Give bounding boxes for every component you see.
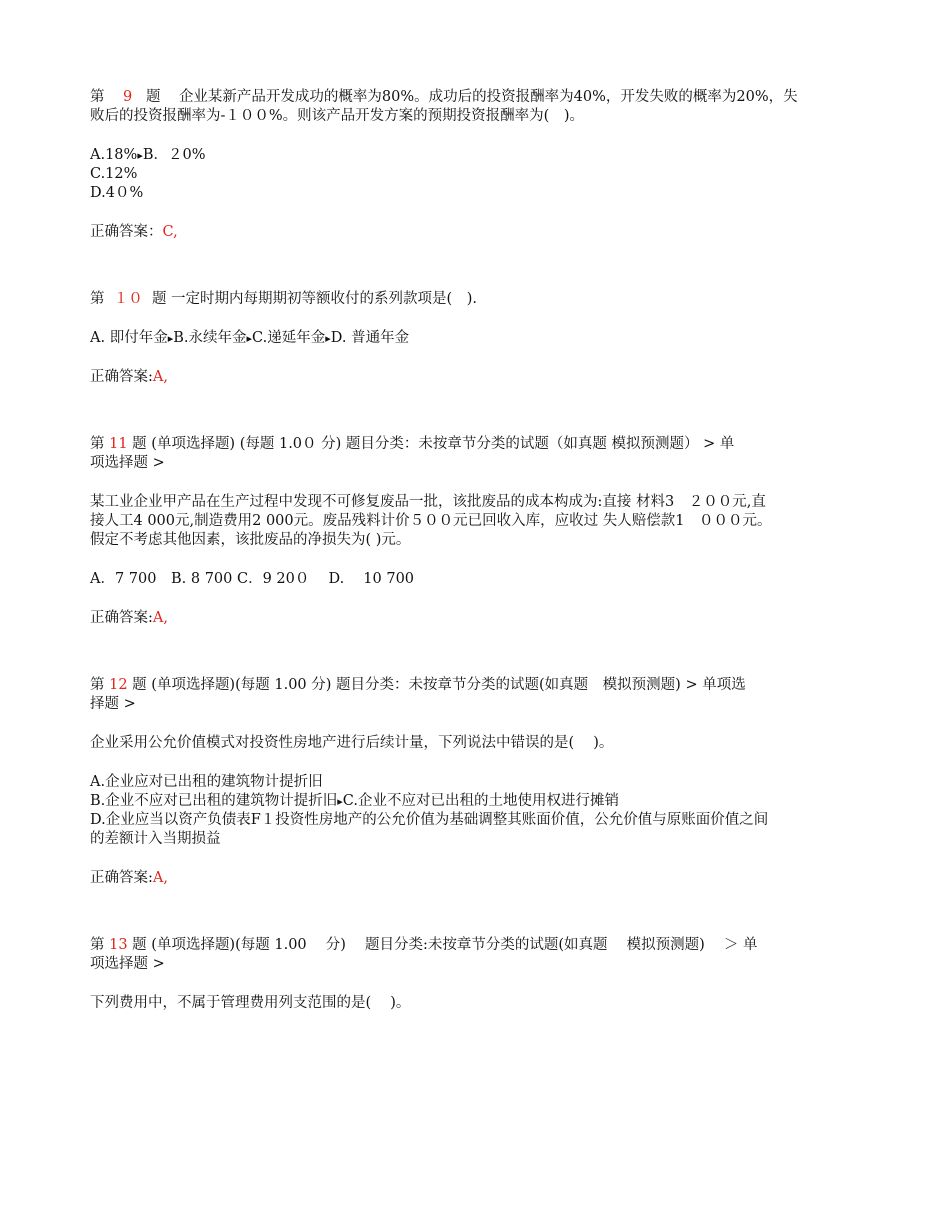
option-a: A.18% [90, 147, 138, 163]
answer-value: A, [152, 870, 168, 886]
option-separator-icon: ▸ [337, 795, 343, 808]
question-11-answer [90, 609, 860, 628]
option-c: C.12% [90, 166, 138, 182]
question-12 [90, 676, 860, 888]
question-number: 9 [122, 89, 133, 105]
question-header: 题 (单项选择题) (每题 1.0０ 分) 题目分类：未按章节分类的试题（如真题 模拟预测题） > 单 [132, 436, 735, 452]
option-d-line1: D.企业应当以资产负债表F１投资性房地产的公允价值为基础调整其账面价值，公允价值与原账面价值之间 [90, 812, 769, 828]
question-prefix: 第 [90, 291, 105, 307]
question-number: 12 [109, 677, 128, 693]
question-13-header-line1 [90, 936, 860, 955]
answer-label: 正确答案： [90, 224, 163, 240]
answer-value: C, [162, 224, 178, 240]
question-suffix: 题 [151, 291, 167, 307]
question-13-header-line2: 项选择题 > [90, 956, 165, 972]
question-prefix: 第 [90, 937, 105, 953]
option-c: C.企业不应对已出租的土地使用权进行摊销 [342, 793, 619, 809]
option-a: A. 即付年金 [90, 330, 168, 346]
question-11-stem-line3: 假定不考虑其他因素，该批废品的净损失为( )元。 [90, 532, 411, 548]
question-header: 题 (单项选择题)(每题 1.00 分) 题目分类:未按章节分类的试题(如真题 模拟预测题) ＞ 单 [132, 937, 758, 953]
question-header: 题 (单项选择题)(每题 1.00 分) 题目分类：未按章节分类的试题(如真题 模拟预测题) > 单项选 [132, 677, 746, 693]
question-9-options-row1 [90, 146, 860, 165]
question-13 [90, 936, 860, 1013]
answer-value: A, [152, 610, 168, 626]
question-9-stem-line2: 败后的投资报酬率为-１００%。则该产品开发方案的预期投资报酬率为( )。 [90, 108, 584, 124]
option-b: B.企业不应对已出租的建筑物计提折旧 [90, 793, 338, 809]
option-d: D.4０% [90, 185, 144, 201]
question-11-header-line1 [90, 435, 860, 454]
answer-value: A, [152, 369, 168, 385]
question-9-stem-line1 [90, 88, 860, 107]
option-b: B.永续年金 [173, 330, 247, 346]
option-d-line2: 的差额计入当期损益 [90, 831, 221, 847]
option-b: B．２0% [142, 147, 206, 163]
question-10-options [90, 329, 860, 348]
answer-label: 正确答案: [90, 369, 153, 385]
answer-label: 正确答案: [90, 870, 153, 886]
option-c: C.递延年金 [252, 330, 326, 346]
question-11-options: A．7 700 B. 8 700 C．9 20０ D. 10 700 [90, 571, 415, 587]
question-number: 13 [109, 937, 128, 953]
question-stem: 一定时期内每期期初等额收付的系列款项是( ). [171, 291, 477, 307]
option-separator-icon: ▸ [325, 332, 331, 345]
question-12-header-line1 [90, 676, 860, 695]
question-11-stem-line1: 某工业企业甲产品在生产过程中发现不可修复废品一批，该批废品的成本构成为:直接 材料3 ２００元,直 [90, 494, 766, 510]
question-prefix: 第 [90, 89, 105, 105]
option-separator-icon: ▸ [246, 332, 253, 345]
question-12-answer [90, 869, 860, 888]
question-10-answer [90, 368, 860, 387]
question-13-stem: 下列费用中，不属于管理费用列支范围的是( )。 [90, 995, 411, 1011]
option-a: A.企业应对已出租的建筑物计提折旧 [90, 774, 323, 790]
question-11-header-line2: 项选择题 > [90, 455, 165, 471]
question-12-options-row2 [90, 792, 860, 811]
question-10 [90, 290, 860, 387]
option-separator-icon: ▸ [167, 332, 174, 345]
question-prefix: 第 [90, 436, 105, 452]
document-page [90, 88, 860, 1013]
option-d: D. 普通年金 [330, 330, 410, 346]
question-number: 11 [109, 436, 128, 452]
question-stem: 企业某新产品开发成功的概率为80%。成功后的投资报酬率为40%，开发失败的概率为20%，失 [178, 89, 798, 105]
question-11 [90, 435, 860, 628]
question-prefix: 第 [90, 677, 105, 693]
answer-label: 正确答案: [90, 610, 153, 626]
question-12-stem: 企业采用公允价值模式对投资性房地产进行后续计量，下列说法中错误的是( )。 [90, 735, 614, 751]
question-9 [90, 88, 860, 242]
question-number: １０ [113, 291, 143, 307]
question-9-answer [90, 223, 860, 242]
question-10-stem [90, 290, 860, 309]
question-12-header-line2: 择题 > [90, 696, 136, 712]
option-separator-icon: ▸ [137, 149, 143, 162]
question-11-stem-line2: 接人工4 000元,制造费用2 000元。废品残料计价５００元已回收入库，应收过 失人赔偿款1 ０００元。 [90, 513, 772, 529]
question-suffix: 题 [146, 89, 161, 105]
